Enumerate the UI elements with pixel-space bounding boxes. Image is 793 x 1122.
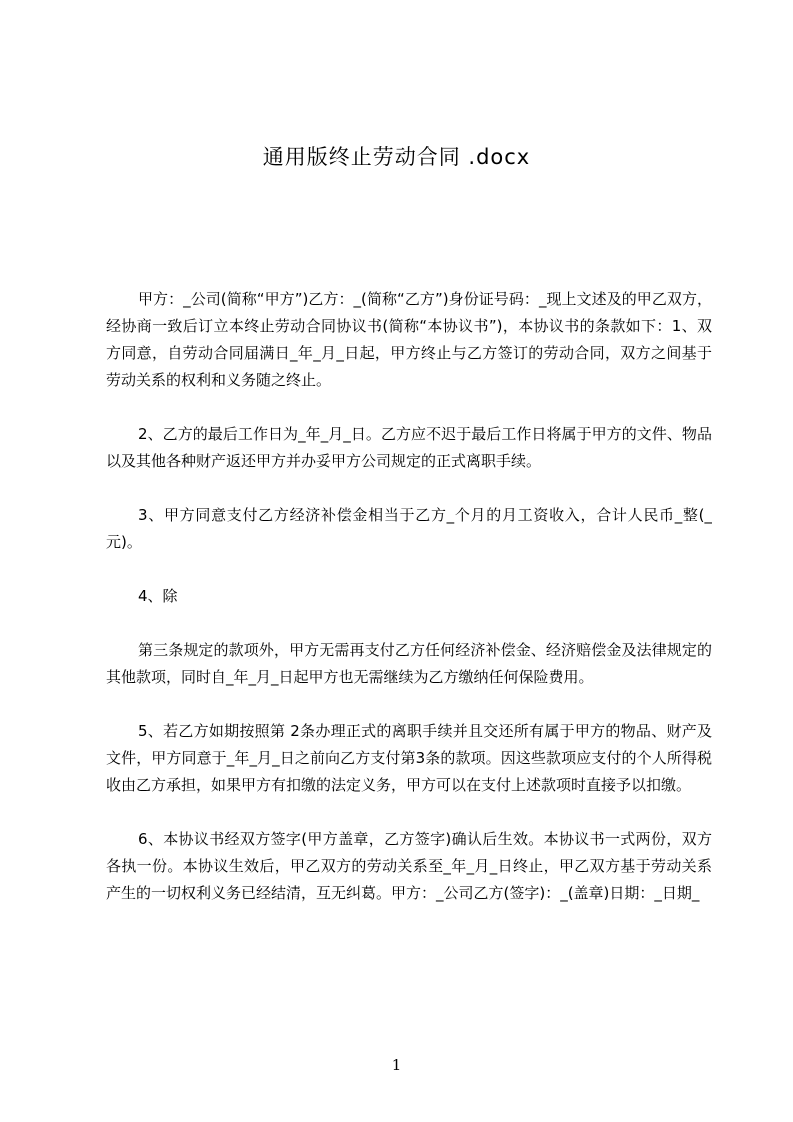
page-number: 1	[391, 1056, 402, 1074]
paragraph-clause-2: 2、乙方的最后工作日为_年_月_日。乙方应不迟于最后工作日将属于甲方的文件、物品以及其他各种财产返还甲方并办妥甲方公司规定的正式离职手续。	[106, 425, 712, 470]
document-body	[106, 286, 712, 934]
paragraph-parties-and-clause-1: 甲方：_公司(简称“甲方”)乙方：_(简称“乙方”)身份证号码：_现上文述及的甲乙双方，经协商一致后订立本终止劳动合同协议书(简称“本协议书”)，本协议书的条款如下：1、双方同意，自劳动合同届满日_年_月_日起，甲方终止与乙方签订的劳动合同，双方之间基于劳动关系的权利和义务随之终止。	[106, 290, 712, 389]
document-title: 通用版终止劳动合同 .docx	[262, 145, 531, 169]
paragraph-clause-5: 5、若乙方如期按照第 2条办理正式的离职手续并且交还所有属于甲方的物品、财产及文件，甲方同意于_年_月_日之前向乙方支付第3条的款项。因这些款项应支付的个人所得税收由乙方承担，如果甲方有扣缴的法定义务，甲方可以在支付上述款项时直接予以扣缴。	[106, 722, 712, 794]
paragraph-clause-3: 3、甲方同意支付乙方经济补偿金相当于乙方_个月的月工资收入，合计人民币_整(_元)。	[106, 506, 712, 551]
paragraph-clause-6-and-signatures: 6、本协议书经双方签字(甲方盖章，乙方签字)确认后生效。本协议书一式两份，双方各执一份。本协议生效后，甲乙双方的劳动关系至_年_月_日终止，甲乙双方基于劳动关系产生的一切权利义务已经结清，互无纠葛。甲方：_公司乙方(签字)：_(盖章)日期：_日期_	[106, 830, 712, 902]
paragraph-clause-4-body: 第三条规定的款项外，甲方无需再支付乙方任何经济补偿金、经济赔偿金及法律规定的其他款项，同时自_年_月_日起甲方也无需继续为乙方缴纳任何保险费用。	[106, 641, 712, 686]
paragraph-clause-4-heading: 4、除	[138, 587, 178, 605]
